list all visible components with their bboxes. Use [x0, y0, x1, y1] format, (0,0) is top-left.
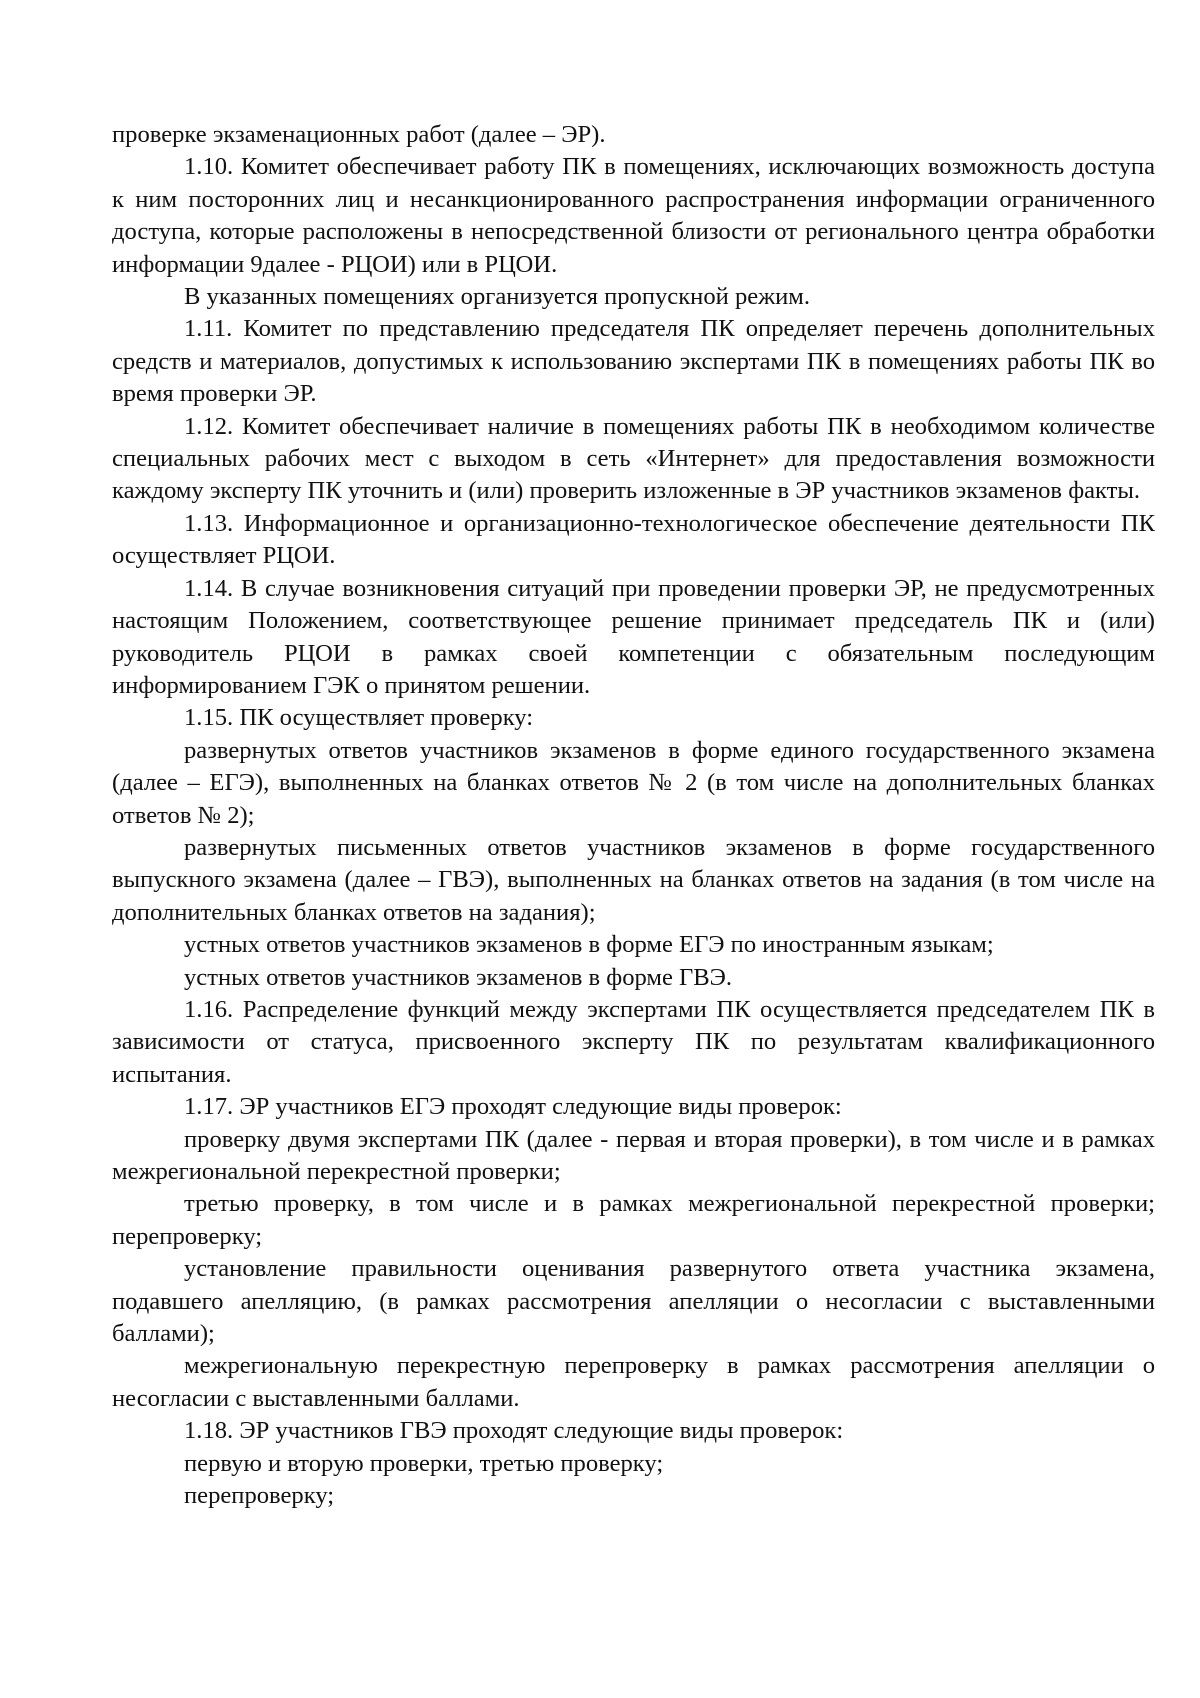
clause-number: 1.15.	[184, 704, 234, 732]
clause-number: 1.18.	[184, 1417, 234, 1445]
list-item-text: первую и вторую проверки, третью проверку;	[184, 1449, 664, 1477]
list-item-gve-oral	[112, 962, 1155, 994]
clause-number: 1.14.	[184, 574, 234, 602]
clause-text: Комитет по представлению председателя ПК определяет перечень дополнительных средств и материалов, допустимых к использованию экспертами ПК в помещениях работы ПК во время проверки ЭР.	[112, 315, 1155, 408]
clause-1-17	[112, 1091, 1155, 1123]
paragraph-text: В указанных помещениях организуется пропускной режим.	[184, 283, 811, 311]
clause-number: 1.10.	[184, 153, 234, 181]
clause-1-18	[112, 1415, 1155, 1447]
list-item-text: третью проверку, в том числе и в рамках межрегиональной перекрестной проверки; перепроверку;	[112, 1190, 1155, 1250]
list-item-text: развернутых ответов участников экзаменов в форме единого государственного экзамена (далее – ЕГЭ), выполненных на бланках ответов № 2 (в том числе на дополнительных бланках ответов № 2);	[112, 736, 1155, 829]
list-item-text: межрегиональную перекрестную перепроверку в рамках рассмотрения апелляции о несогласии с выставленными баллами.	[112, 1352, 1155, 1412]
clause-text: Комитет обеспечивает наличие в помещениях работы ПК в необходимом количестве специальных рабочих мест с выходом в сеть «Интернет» для предоставления возможности каждому эксперту ПК уточнить и (или) проверить изложенные в ЭР участников экзаменов факты.	[112, 412, 1156, 505]
clause-number: 1.12.	[184, 412, 234, 440]
list-item-gve-checks	[112, 1448, 1155, 1480]
list-item-gve-recheck	[112, 1480, 1155, 1512]
clause-1-15	[112, 702, 1155, 734]
list-item-gve-written	[112, 832, 1155, 929]
clause-number: 1.17.	[184, 1093, 234, 1121]
list-item-third-check	[112, 1188, 1155, 1253]
clause-text: Распределение функций между экспертами ПК осуществляется председателем ПК в зависимости от статуса, присвоенного эксперту ПК по результатам квалификационного испытания.	[112, 995, 1155, 1088]
clause-1-13	[112, 508, 1155, 573]
clause-text: ЭР участников ГВЭ проходят следующие виды проверок:	[239, 1417, 844, 1445]
list-item-ege-written	[112, 735, 1155, 832]
list-item-two-experts	[112, 1124, 1155, 1189]
list-item-cross-recheck	[112, 1350, 1155, 1415]
clause-1-14	[112, 573, 1155, 703]
document-page	[112, 119, 1155, 1512]
list-item-text: установление правильности оценивания развернутого ответа участника экзамена, подавшего апелляцию, (в рамках рассмотрения апелляции о несогласии с выставленными баллами);	[112, 1255, 1155, 1348]
clause-text: Комитет обеспечивает работу ПК в помещениях, исключающих возможность доступа к ним посторонних лиц и несанкционированного распространения информации ограниченного доступа, которые расположены в непосредственной близости от регионального центра обработки информации 9далее - РЦОИ) или в РЦОИ.	[112, 153, 1155, 278]
list-item-ege-oral	[112, 929, 1155, 961]
list-item-text: устных ответов участников экзаменов в форме ГВЭ.	[184, 963, 733, 991]
clause-1-12	[112, 411, 1155, 508]
list-item-text: устных ответов участников экзаменов в форме ЕГЭ по иностранным языкам;	[184, 931, 994, 959]
clause-1-11	[112, 313, 1155, 410]
paragraph-text: проверке экзаменационных работ (далее – ЭР).	[112, 121, 606, 148]
list-item-text: перепроверку;	[184, 1482, 335, 1510]
clause-1-10	[112, 151, 1155, 281]
clause-number: 1.11.	[184, 315, 233, 343]
paragraph-continuation	[112, 119, 1155, 151]
clause-text: Информационное и организационно-технологическое обеспечение деятельности ПК осуществляет РЦОИ.	[112, 509, 1155, 570]
clause-text: ЭР участников ЕГЭ проходят следующие виды проверок:	[239, 1093, 842, 1121]
list-item-text: развернутых письменных ответов участников экзаменов в форме государственного выпускного экзамена (далее – ГВЭ), выполненных на бланках ответов на задания (в том числе на дополнительных бланках ответов на задания);	[112, 833, 1155, 926]
list-item-appeal-check	[112, 1253, 1155, 1350]
clause-1-16	[112, 994, 1155, 1091]
clause-text: В случае возникновения ситуаций при проведении проверки ЭР, не предусмотренных настоящим Положением, соответствующее решение принимает председатель ПК и (или) руководитель РЦОИ в рамках своей компетенции с обязательным последующим информированием ГЭК о принятом решении.	[112, 574, 1155, 699]
list-item-text: проверку двумя экспертами ПК (далее - первая и вторая проверки), в том числе и в рамках межрегиональной перекрестной проверки;	[112, 1125, 1155, 1185]
paragraph-access-regime	[112, 281, 1155, 313]
clause-number: 1.13.	[184, 509, 234, 537]
clause-number: 1.16.	[184, 995, 234, 1023]
clause-text: ПК осуществляет проверку:	[239, 704, 534, 732]
